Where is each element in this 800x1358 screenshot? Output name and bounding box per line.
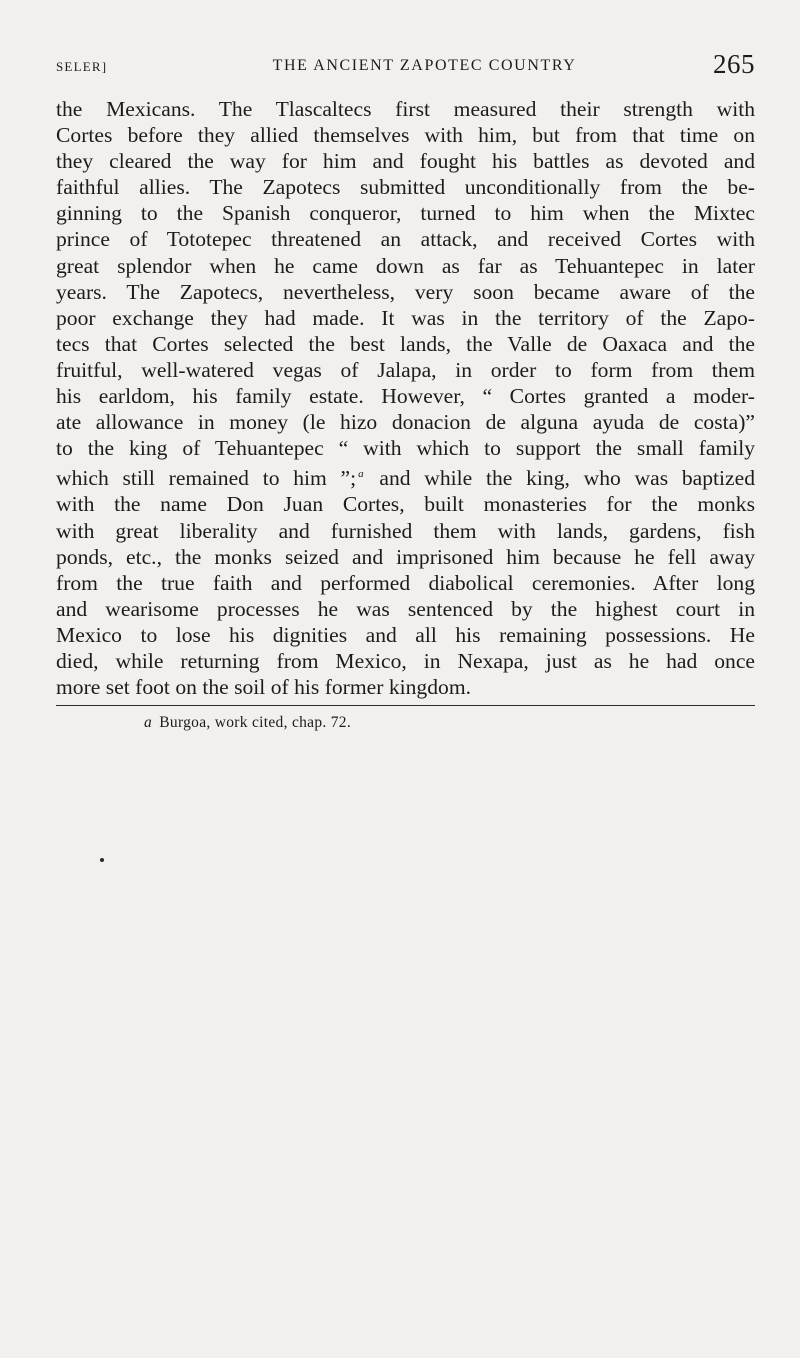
text-line: with great liberality and furnished them with lands, gardens, fish bbox=[56, 518, 755, 543]
text-line: prince of Tototepec threatened an attack, and received Cortes with bbox=[56, 227, 755, 252]
running-head-title: THE ANCIENT ZAPOTEC COUNTRY bbox=[272, 57, 577, 74]
footnote-marker: a bbox=[144, 714, 153, 731]
text-line: more set foot on the soil of his former kingdom. bbox=[56, 675, 472, 700]
text-line: they cleared the way for him and fought his battles as devoted and bbox=[56, 149, 755, 174]
text-line: Cortes before they allied themselves with him, but from that time on bbox=[56, 123, 755, 148]
text-line: and wearisome processes he was sentenced by the highest court in bbox=[56, 596, 755, 621]
text-line: poor exchange they had made. It was in the territory of the Zapo- bbox=[56, 305, 755, 330]
footnote bbox=[144, 714, 351, 732]
text-line: tecs that Cortes selected the best lands, the Valle de Oaxaca and the bbox=[56, 331, 755, 356]
text-line: fruitful, well-watered vegas of Jalapa, in order to form from them bbox=[56, 357, 755, 382]
body-text bbox=[56, 96, 755, 700]
text-line: ponds, etc., the monks seized and imprisoned him because he fell away bbox=[56, 544, 755, 569]
text-line: from the true faith and performed diabolical ceremonies. After long bbox=[56, 570, 755, 595]
text-line: ginning to the Spanish conqueror, turned to him when the Mixtec bbox=[56, 201, 755, 226]
text-line: with the name Don Juan Cortes, built monasteries for the monks bbox=[56, 492, 755, 517]
text-line: died, while returning from Mexico, in Nexapa, just as he had once bbox=[56, 648, 755, 673]
running-head bbox=[56, 49, 755, 83]
text-line: ate allowance in money (le hizo donacion de alguna ayuda de costa)” bbox=[56, 410, 755, 435]
text-line: his earldom, his family estate. However, “ Cortes granted a moder- bbox=[56, 384, 755, 409]
footnote-text: Burgoa, work cited, chap. 72. bbox=[159, 714, 352, 731]
ink-speck bbox=[100, 858, 104, 862]
text-line: the Mexicans. The Tlascaltecs first measured their strength with bbox=[56, 97, 755, 121]
text-line: great splendor when he came down as far as Tehuantepec in later bbox=[56, 253, 755, 278]
text-fragment: which still remained to him ”; bbox=[56, 466, 357, 491]
footnote-divider bbox=[56, 705, 755, 706]
text-line-with-footnote-ref bbox=[56, 461, 755, 491]
page-number: 265 bbox=[713, 49, 755, 79]
text-line: to the king of Tehuantepec “ with which to support the small family bbox=[56, 436, 755, 461]
running-head-author: SELER] bbox=[56, 59, 108, 74]
text-line: Mexico to lose his dignities and all his remaining possessions. He bbox=[56, 622, 755, 647]
text-line: years. The Zapotecs, nevertheless, very soon became aware of the bbox=[56, 279, 755, 304]
footnote-reference[interactable]: a bbox=[358, 468, 364, 481]
text-line: faithful allies. The Zapotecs submitted unconditionally from the be- bbox=[56, 175, 755, 200]
text-fragment: and while the king, who was baptized bbox=[379, 466, 755, 491]
